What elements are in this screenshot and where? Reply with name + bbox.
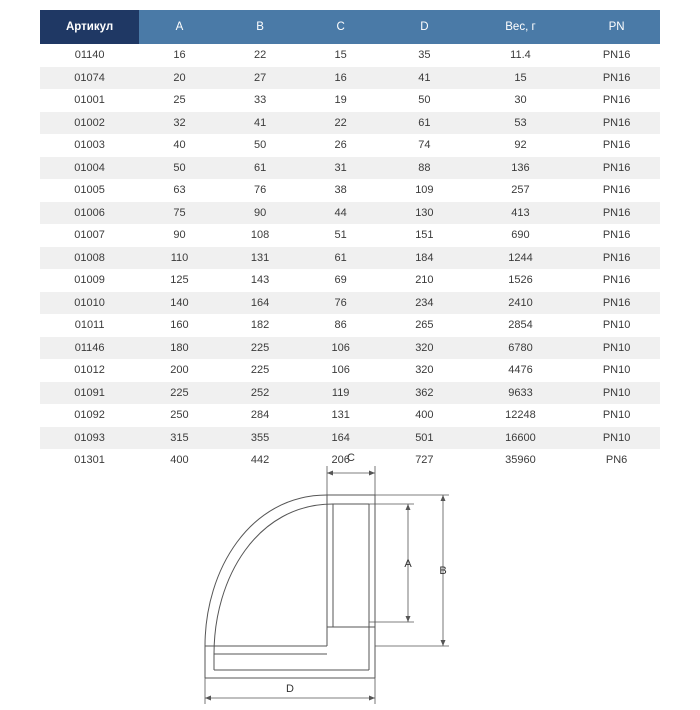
cell-d: 320 <box>381 337 468 360</box>
arrow-a-top <box>406 504 411 510</box>
cell-article: 01003 <box>40 134 139 157</box>
cell-article: 01001 <box>40 89 139 112</box>
cell-weight: 1526 <box>468 269 573 292</box>
table-header-row <box>40 10 660 44</box>
cell-weight: 4476 <box>468 359 573 382</box>
cell-b: 182 <box>220 314 301 337</box>
specification-table <box>40 10 660 472</box>
cell-c: 69 <box>300 269 381 292</box>
cell-pn: PN10 <box>573 314 660 337</box>
arrow-a-bottom <box>406 616 411 622</box>
cell-pn: PN16 <box>573 202 660 225</box>
cell-a: 125 <box>139 269 220 292</box>
cell-a: 75 <box>139 202 220 225</box>
cell-a: 225 <box>139 382 220 405</box>
cell-b: 27 <box>220 67 301 90</box>
cell-b: 90 <box>220 202 301 225</box>
dimension-label-a: A <box>404 558 412 570</box>
cell-pn: PN16 <box>573 269 660 292</box>
cell-pn: PN16 <box>573 224 660 247</box>
cell-article: 01007 <box>40 224 139 247</box>
cell-article: 01004 <box>40 157 139 180</box>
cell-article: 01008 <box>40 247 139 270</box>
cell-c: 51 <box>300 224 381 247</box>
cell-b: 131 <box>220 247 301 270</box>
table-body <box>40 44 660 472</box>
cell-c: 86 <box>300 314 381 337</box>
cell-a: 250 <box>139 404 220 427</box>
cell-weight: 413 <box>468 202 573 225</box>
cell-weight: 257 <box>468 179 573 202</box>
table-row <box>40 112 660 135</box>
cell-c: 61 <box>300 247 381 270</box>
table-row <box>40 314 660 337</box>
cell-a: 32 <box>139 112 220 135</box>
cell-a: 315 <box>139 427 220 450</box>
cell-weight: 9633 <box>468 382 573 405</box>
cell-a: 16 <box>139 44 220 67</box>
cell-weight: 2854 <box>468 314 573 337</box>
cell-weight: 6780 <box>468 337 573 360</box>
cell-c: 119 <box>300 382 381 405</box>
cell-article: 01140 <box>40 44 139 67</box>
cell-a: 63 <box>139 179 220 202</box>
cell-weight: 690 <box>468 224 573 247</box>
column-header-a: A <box>139 10 220 44</box>
table-row <box>40 224 660 247</box>
table-row <box>40 89 660 112</box>
cell-d: 210 <box>381 269 468 292</box>
cell-article: 01002 <box>40 112 139 135</box>
cell-c: 38 <box>300 179 381 202</box>
cell-article: 01010 <box>40 292 139 315</box>
cell-c: 76 <box>300 292 381 315</box>
cell-b: 143 <box>220 269 301 292</box>
cell-article: 01092 <box>40 404 139 427</box>
table-row <box>40 202 660 225</box>
cell-a: 140 <box>139 292 220 315</box>
cell-a: 160 <box>139 314 220 337</box>
cell-d: 727 <box>381 449 468 472</box>
cell-d: 362 <box>381 382 468 405</box>
cell-c: 15 <box>300 44 381 67</box>
cell-pn: PN10 <box>573 382 660 405</box>
cell-a: 110 <box>139 247 220 270</box>
cell-d: 130 <box>381 202 468 225</box>
table-row <box>40 179 660 202</box>
table-row <box>40 247 660 270</box>
elbow-inner-curve <box>214 504 333 654</box>
table-row <box>40 382 660 405</box>
cell-pn: PN10 <box>573 427 660 450</box>
cell-weight: 12248 <box>468 404 573 427</box>
cell-article: 01146 <box>40 337 139 360</box>
cell-pn: PN16 <box>573 67 660 90</box>
cell-weight: 2410 <box>468 292 573 315</box>
cell-weight: 35960 <box>468 449 573 472</box>
cell-pn: PN16 <box>573 112 660 135</box>
cell-b: 76 <box>220 179 301 202</box>
table-row <box>40 359 660 382</box>
cell-b: 442 <box>220 449 301 472</box>
cell-article: 01301 <box>40 449 139 472</box>
cell-a: 40 <box>139 134 220 157</box>
cell-c: 206 <box>300 449 381 472</box>
cell-weight: 15 <box>468 67 573 90</box>
cell-b: 225 <box>220 359 301 382</box>
cell-d: 501 <box>381 427 468 450</box>
dimension-label-c: C <box>347 452 355 464</box>
arrow-b-bottom <box>441 640 446 646</box>
technical-drawing <box>0 442 700 710</box>
dimension-label-d: D <box>286 683 294 695</box>
cell-d: 265 <box>381 314 468 337</box>
table-row <box>40 44 660 67</box>
cell-article: 01074 <box>40 67 139 90</box>
cell-weight: 53 <box>468 112 573 135</box>
cell-a: 400 <box>139 449 220 472</box>
cell-a: 20 <box>139 67 220 90</box>
cell-d: 151 <box>381 224 468 247</box>
cell-c: 106 <box>300 337 381 360</box>
cell-c: 19 <box>300 89 381 112</box>
cell-article: 01009 <box>40 269 139 292</box>
cell-weight: 1244 <box>468 247 573 270</box>
cell-d: 320 <box>381 359 468 382</box>
cell-c: 26 <box>300 134 381 157</box>
datasheet-page <box>0 10 700 710</box>
cell-pn: PN10 <box>573 404 660 427</box>
cell-article: 01006 <box>40 202 139 225</box>
cell-pn: PN16 <box>573 179 660 202</box>
column-header-d: D <box>381 10 468 44</box>
cell-a: 25 <box>139 89 220 112</box>
cell-a: 180 <box>139 337 220 360</box>
cell-d: 50 <box>381 89 468 112</box>
cell-article: 01011 <box>40 314 139 337</box>
cell-c: 31 <box>300 157 381 180</box>
cell-d: 41 <box>381 67 468 90</box>
cell-article: 01005 <box>40 179 139 202</box>
cell-b: 22 <box>220 44 301 67</box>
cell-c: 22 <box>300 112 381 135</box>
cell-a: 50 <box>139 157 220 180</box>
column-header-article: Артикул <box>40 10 139 44</box>
column-header-pn: PN <box>573 10 660 44</box>
elbow-outer-curve <box>205 495 327 646</box>
table-row <box>40 292 660 315</box>
cell-b: 61 <box>220 157 301 180</box>
cell-article: 01012 <box>40 359 139 382</box>
column-header-b: B <box>220 10 301 44</box>
arrow-b-top <box>441 495 446 501</box>
cell-b: 108 <box>220 224 301 247</box>
cell-c: 16 <box>300 67 381 90</box>
cell-c: 131 <box>300 404 381 427</box>
arrow-c-left <box>327 471 333 476</box>
arrow-c-right <box>369 471 375 476</box>
cell-c: 164 <box>300 427 381 450</box>
cell-d: 88 <box>381 157 468 180</box>
cell-article: 01091 <box>40 382 139 405</box>
table-header <box>40 10 660 44</box>
cell-a: 200 <box>139 359 220 382</box>
cell-b: 41 <box>220 112 301 135</box>
table-row <box>40 337 660 360</box>
cell-pn: PN16 <box>573 44 660 67</box>
cell-d: 74 <box>381 134 468 157</box>
cell-pn: PN6 <box>573 449 660 472</box>
cell-pn: PN16 <box>573 134 660 157</box>
cell-article: 01093 <box>40 427 139 450</box>
cell-b: 355 <box>220 427 301 450</box>
cell-b: 164 <box>220 292 301 315</box>
cell-d: 184 <box>381 247 468 270</box>
cell-pn: PN16 <box>573 247 660 270</box>
cell-pn: PN16 <box>573 292 660 315</box>
cell-d: 400 <box>381 404 468 427</box>
cell-c: 106 <box>300 359 381 382</box>
table-row <box>40 269 660 292</box>
cell-weight: 30 <box>468 89 573 112</box>
cell-weight: 16600 <box>468 427 573 450</box>
cell-weight: 92 <box>468 134 573 157</box>
table-row <box>40 404 660 427</box>
cell-d: 35 <box>381 44 468 67</box>
cell-c: 44 <box>300 202 381 225</box>
column-header-c: C <box>300 10 381 44</box>
table-row <box>40 134 660 157</box>
cell-a: 90 <box>139 224 220 247</box>
cell-pn: PN16 <box>573 157 660 180</box>
cell-pn: PN10 <box>573 359 660 382</box>
cell-b: 284 <box>220 404 301 427</box>
cell-d: 109 <box>381 179 468 202</box>
cell-weight: 136 <box>468 157 573 180</box>
dimension-label-b: B <box>439 565 447 577</box>
table-row <box>40 67 660 90</box>
table-row <box>40 157 660 180</box>
cell-b: 50 <box>220 134 301 157</box>
cell-d: 234 <box>381 292 468 315</box>
cell-b: 33 <box>220 89 301 112</box>
cell-d: 61 <box>381 112 468 135</box>
column-header-weight: Вес, г <box>468 10 573 44</box>
cell-b: 225 <box>220 337 301 360</box>
cell-pn: PN16 <box>573 89 660 112</box>
cell-b: 252 <box>220 382 301 405</box>
cell-pn: PN10 <box>573 337 660 360</box>
cell-weight: 11.4 <box>468 44 573 67</box>
